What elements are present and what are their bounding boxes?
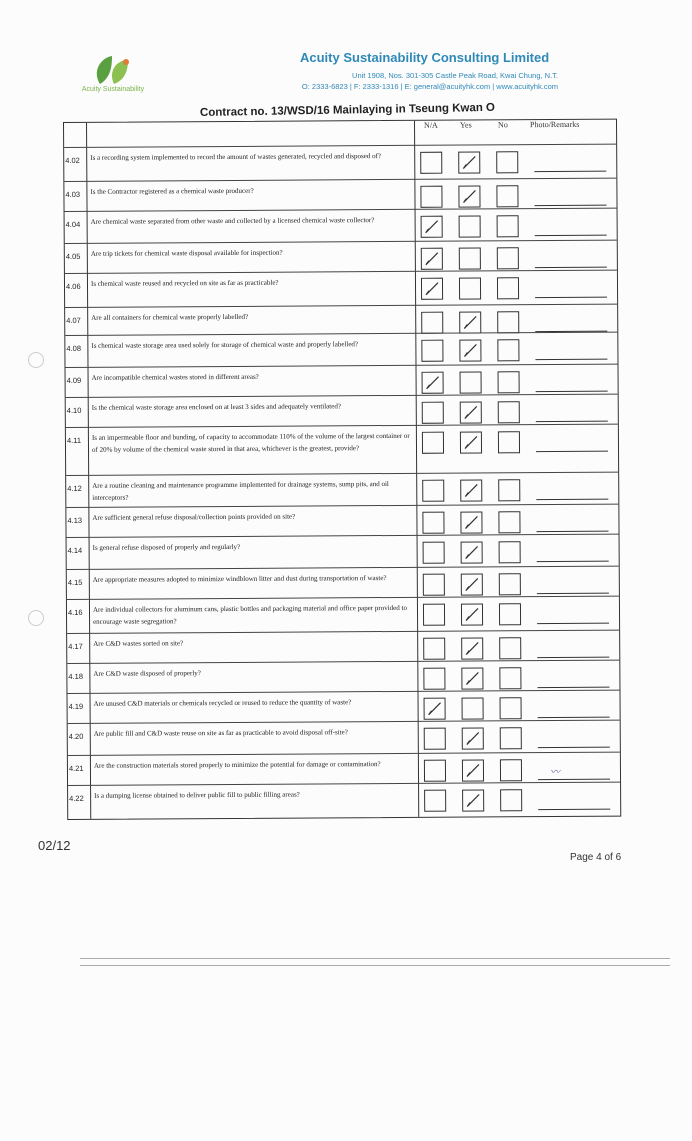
tick-mark-icon bbox=[463, 434, 479, 450]
remarks-line[interactable] bbox=[537, 687, 609, 688]
checkbox-no[interactable] bbox=[497, 247, 519, 269]
question-text: Are chemical waste separated from other waste and collected by a licensed chemical waste collector? bbox=[90, 216, 375, 226]
tick-mark-icon bbox=[463, 404, 479, 420]
checkbox-yes[interactable] bbox=[461, 573, 483, 595]
checkbox-yes[interactable] bbox=[461, 541, 483, 563]
question-text: Is a recording system implemented to record the amount of wastes generated, recycled and disposed of? bbox=[90, 152, 382, 162]
checkbox-na[interactable] bbox=[421, 312, 443, 334]
checkbox-no[interactable] bbox=[497, 311, 519, 333]
checkbox-na[interactable] bbox=[421, 248, 443, 270]
question-text: Are public fill and C&D waste reuse on site as far as practicable to avoid disposal off-site? bbox=[93, 728, 348, 738]
checkbox-no[interactable] bbox=[498, 371, 520, 393]
column-divider bbox=[414, 121, 419, 817]
checkbox-no[interactable] bbox=[498, 401, 520, 423]
remarks-line[interactable] bbox=[535, 205, 607, 206]
table-row bbox=[67, 534, 619, 555]
question-text: Are C&D waste disposed of properly? bbox=[93, 669, 201, 678]
table-row bbox=[65, 332, 617, 353]
tick-mark-icon bbox=[461, 154, 477, 170]
header-photo-remarks: Photo/Remarks bbox=[529, 119, 580, 130]
remarks-line[interactable] bbox=[536, 391, 608, 392]
item-number: 4.07 bbox=[66, 315, 81, 325]
question-text: Are sufficient general refuse disposal/collection points provided on site? bbox=[92, 512, 296, 522]
checkbox-na[interactable] bbox=[423, 604, 445, 626]
table-row bbox=[67, 690, 619, 711]
table-row bbox=[65, 304, 617, 325]
remarks-line[interactable] bbox=[536, 421, 608, 422]
table-row bbox=[65, 208, 617, 229]
company-logo bbox=[82, 50, 142, 105]
checkbox-yes[interactable] bbox=[459, 277, 481, 299]
tick-mark-icon bbox=[465, 792, 481, 808]
checkbox-no[interactable] bbox=[500, 697, 522, 719]
signature-mark: 〰 bbox=[549, 766, 561, 779]
checkbox-no[interactable] bbox=[500, 789, 522, 811]
item-number: 4.05 bbox=[65, 251, 81, 261]
item-number: 4.15 bbox=[67, 577, 83, 587]
table-row bbox=[67, 566, 619, 587]
question-text: Are C&D wastes sorted on site? bbox=[93, 639, 184, 648]
remarks-line[interactable] bbox=[538, 747, 610, 748]
checkbox-no[interactable] bbox=[500, 727, 522, 749]
checkbox-yes[interactable] bbox=[460, 431, 482, 453]
checkbox-na[interactable] bbox=[421, 278, 443, 300]
checkbox-na[interactable] bbox=[422, 372, 444, 394]
checkbox-no[interactable] bbox=[497, 277, 519, 299]
table-row bbox=[66, 394, 618, 415]
checkbox-na[interactable] bbox=[421, 340, 443, 362]
checkbox-yes[interactable] bbox=[458, 185, 480, 207]
checkbox-yes[interactable] bbox=[459, 247, 481, 269]
remarks-line[interactable] bbox=[536, 499, 608, 500]
remarks-line[interactable] bbox=[537, 531, 609, 532]
remarks-line[interactable] bbox=[537, 657, 609, 658]
remarks-line[interactable] bbox=[538, 809, 610, 810]
checkbox-yes[interactable] bbox=[460, 479, 482, 501]
item-number: 4.09 bbox=[66, 375, 82, 385]
item-number: 4.18 bbox=[68, 671, 84, 681]
tick-mark-icon bbox=[424, 219, 440, 235]
scan-rule bbox=[80, 958, 670, 959]
punch-hole bbox=[28, 352, 44, 368]
checkbox-na[interactable] bbox=[422, 432, 444, 454]
tick-mark-icon bbox=[462, 314, 478, 330]
question-text: Is a dumping license obtained to deliver public fill to public filling areas? bbox=[94, 790, 300, 800]
table-row bbox=[64, 144, 616, 165]
tick-mark-icon bbox=[463, 514, 479, 530]
checkbox-no[interactable] bbox=[500, 759, 522, 781]
tick-mark-icon bbox=[461, 188, 477, 204]
item-number: 4.20 bbox=[68, 731, 84, 741]
remarks-line[interactable] bbox=[537, 623, 609, 624]
question-text: Is chemical waste storage area used solely for storage of chemical waste and properly labelled? bbox=[91, 340, 359, 350]
remarks-line[interactable] bbox=[535, 267, 607, 268]
table-row bbox=[66, 504, 618, 525]
checkbox-na[interactable] bbox=[424, 760, 446, 782]
table-row bbox=[67, 596, 619, 626]
remarks-line[interactable] bbox=[538, 717, 610, 718]
checkbox-no[interactable] bbox=[499, 573, 521, 595]
tick-mark-icon bbox=[464, 670, 480, 686]
item-number: 4.06 bbox=[65, 281, 81, 291]
checkbox-no[interactable] bbox=[496, 185, 518, 207]
header-yes: Yes bbox=[459, 120, 472, 130]
handwritten-date: 02/12 bbox=[38, 838, 71, 853]
checkbox-na[interactable] bbox=[424, 728, 446, 750]
checkbox-yes[interactable] bbox=[460, 511, 482, 533]
item-number: 4.02 bbox=[65, 155, 80, 165]
tick-mark-icon bbox=[427, 701, 443, 717]
checkbox-yes[interactable] bbox=[462, 697, 484, 719]
item-number: 4.21 bbox=[68, 763, 84, 773]
remarks-line[interactable] bbox=[534, 171, 606, 172]
item-number: 4.04 bbox=[65, 219, 81, 229]
company-address bbox=[258, 70, 558, 92]
question-text: Are trip tickets for chemical waste disposal available for inspection? bbox=[90, 248, 283, 258]
checkbox-no[interactable] bbox=[498, 431, 520, 453]
tick-mark-icon bbox=[465, 762, 481, 778]
table-row bbox=[68, 752, 620, 779]
checkbox-na[interactable] bbox=[423, 638, 445, 660]
remarks-line[interactable] bbox=[537, 561, 609, 562]
checkbox-na[interactable] bbox=[422, 480, 444, 502]
remarks-line[interactable] bbox=[537, 593, 609, 594]
checklist-table bbox=[63, 119, 621, 820]
item-number: 4.03 bbox=[65, 189, 81, 199]
question-text: Is general refuse disposed of properly and regularly? bbox=[92, 542, 241, 552]
page-number: Page 4 of 6 bbox=[570, 852, 622, 863]
item-number: 4.19 bbox=[68, 701, 84, 711]
remarks-line[interactable] bbox=[536, 451, 608, 452]
table-row bbox=[67, 660, 619, 681]
table-row bbox=[65, 240, 617, 261]
checkbox-yes[interactable] bbox=[459, 215, 481, 237]
checkbox-na[interactable] bbox=[424, 698, 446, 720]
remarks-line[interactable] bbox=[535, 235, 607, 236]
tick-mark-icon bbox=[464, 640, 480, 656]
tick-mark-icon bbox=[462, 342, 478, 358]
item-number: 4.10 bbox=[66, 405, 82, 415]
tick-mark-icon bbox=[464, 606, 480, 622]
punch-hole bbox=[28, 610, 44, 626]
checkbox-no[interactable] bbox=[499, 637, 521, 659]
table-row bbox=[65, 270, 617, 291]
remarks-line[interactable] bbox=[538, 779, 610, 780]
item-number: 4.17 bbox=[68, 641, 83, 651]
contract-title: Contract no. 13/WSD/16 Mainlaying in Tseung Kwan O bbox=[199, 101, 496, 119]
table-row bbox=[68, 720, 620, 741]
question-text: Are appropriate measures adopted to minimize windblown litter and dust during transportation of waste? bbox=[92, 574, 387, 584]
checkbox-na[interactable] bbox=[420, 152, 442, 174]
checkbox-no[interactable] bbox=[499, 667, 521, 689]
table-row bbox=[64, 178, 616, 199]
tick-mark-icon bbox=[464, 544, 480, 560]
tick-mark-icon bbox=[463, 482, 479, 498]
question-text: Are the construction materials stored properly to minimize the potential for damage or contamination? bbox=[93, 760, 381, 770]
tick-mark-icon bbox=[424, 281, 440, 297]
checkbox-no[interactable] bbox=[498, 511, 520, 533]
checkbox-yes[interactable] bbox=[462, 727, 484, 749]
table-row bbox=[66, 472, 618, 502]
header-no: No bbox=[497, 120, 508, 130]
checkbox-na[interactable] bbox=[424, 790, 446, 812]
question-text: Are individual collectors for aluminum cans, plastic bottles and packaging material and office paper provided to encourage waste segregation? bbox=[92, 603, 407, 626]
table-row bbox=[67, 630, 619, 651]
table-row bbox=[68, 782, 620, 803]
checkbox-na[interactable] bbox=[421, 216, 443, 238]
header-na: N/A bbox=[423, 120, 438, 130]
question-text: Are a routine cleaning and maintenance programme implemented for drainage systems, sump pits, and oil interceptors? bbox=[92, 480, 389, 502]
item-number: 4.13 bbox=[67, 515, 83, 525]
item-number: 4.08 bbox=[66, 343, 82, 353]
company-name: Acuity Sustainability Consulting Limited bbox=[300, 50, 550, 65]
checkbox-na[interactable] bbox=[423, 574, 445, 596]
item-number: 4.16 bbox=[67, 607, 83, 617]
checkbox-no[interactable] bbox=[499, 541, 521, 563]
question-text: Is the Contractor registered as a chemical waste producer? bbox=[90, 186, 254, 196]
table-row bbox=[65, 364, 617, 385]
address-line: Unit 1908, Nos. 301-305 Castle Peak Road, Kwai Chung, N.T. bbox=[352, 71, 558, 80]
tick-mark-icon bbox=[425, 375, 441, 391]
checkbox-yes[interactable] bbox=[461, 603, 483, 625]
checkbox-yes[interactable] bbox=[459, 311, 481, 333]
remarks-line[interactable] bbox=[535, 359, 607, 360]
item-number: 4.14 bbox=[67, 545, 83, 555]
checkbox-na[interactable] bbox=[420, 186, 442, 208]
checkbox-yes[interactable] bbox=[461, 667, 483, 689]
checkbox-yes[interactable] bbox=[460, 371, 482, 393]
item-number: 4.11 bbox=[66, 435, 82, 445]
remarks-line[interactable] bbox=[535, 297, 607, 298]
question-text: Are unused C&D materials or chemicals recycled or reused to reduce the quantity of waste? bbox=[93, 698, 352, 708]
checkbox-yes[interactable] bbox=[458, 151, 480, 173]
checkbox-yes[interactable] bbox=[462, 759, 484, 781]
table-row bbox=[66, 424, 618, 454]
checkbox-no[interactable] bbox=[498, 479, 520, 501]
checkbox-na[interactable] bbox=[423, 668, 445, 690]
checkbox-na[interactable] bbox=[422, 512, 444, 534]
logo-text: Acuity Sustainability bbox=[81, 86, 145, 93]
item-number: 4.22 bbox=[69, 793, 84, 803]
question-text: Are incompatible chemical wastes stored in different areas? bbox=[91, 372, 259, 382]
checkbox-na[interactable] bbox=[423, 542, 445, 564]
question-text: Is the chemical waste storage area enclosed on at least 3 sides and adequately ventilated? bbox=[91, 402, 341, 412]
checkbox-yes[interactable] bbox=[461, 637, 483, 659]
checkbox-yes[interactable] bbox=[462, 789, 484, 811]
checkbox-no[interactable] bbox=[497, 339, 519, 361]
checkbox-no[interactable] bbox=[496, 151, 518, 173]
item-number: 4.12 bbox=[67, 483, 82, 493]
question-text: Is an impermeable floor and bunding, of capacity to accommodate 110% of the volume of the largest container or of 20% by volume of the chemical waste stored in that area, whichever is the greatest, provide? bbox=[91, 431, 410, 454]
question-text: Are all containers for chemical waste properly labelled? bbox=[91, 312, 249, 322]
tick-mark-icon bbox=[465, 730, 481, 746]
checkbox-yes[interactable] bbox=[459, 339, 481, 361]
checkbox-na[interactable] bbox=[422, 402, 444, 424]
tick-mark-icon bbox=[424, 251, 440, 267]
checkbox-yes[interactable] bbox=[460, 401, 482, 423]
checkbox-no[interactable] bbox=[497, 215, 519, 237]
tick-mark-icon bbox=[464, 576, 480, 592]
checkbox-no[interactable] bbox=[499, 603, 521, 625]
question-text: Is chemical waste reused and recycled on site as far as practicable? bbox=[90, 278, 279, 288]
contact-line: O: 2333-6823 | F: 2333-1316 | E: general@acuityhk.com | www.acuityhk.com bbox=[301, 82, 558, 91]
scan-rule bbox=[80, 965, 670, 966]
